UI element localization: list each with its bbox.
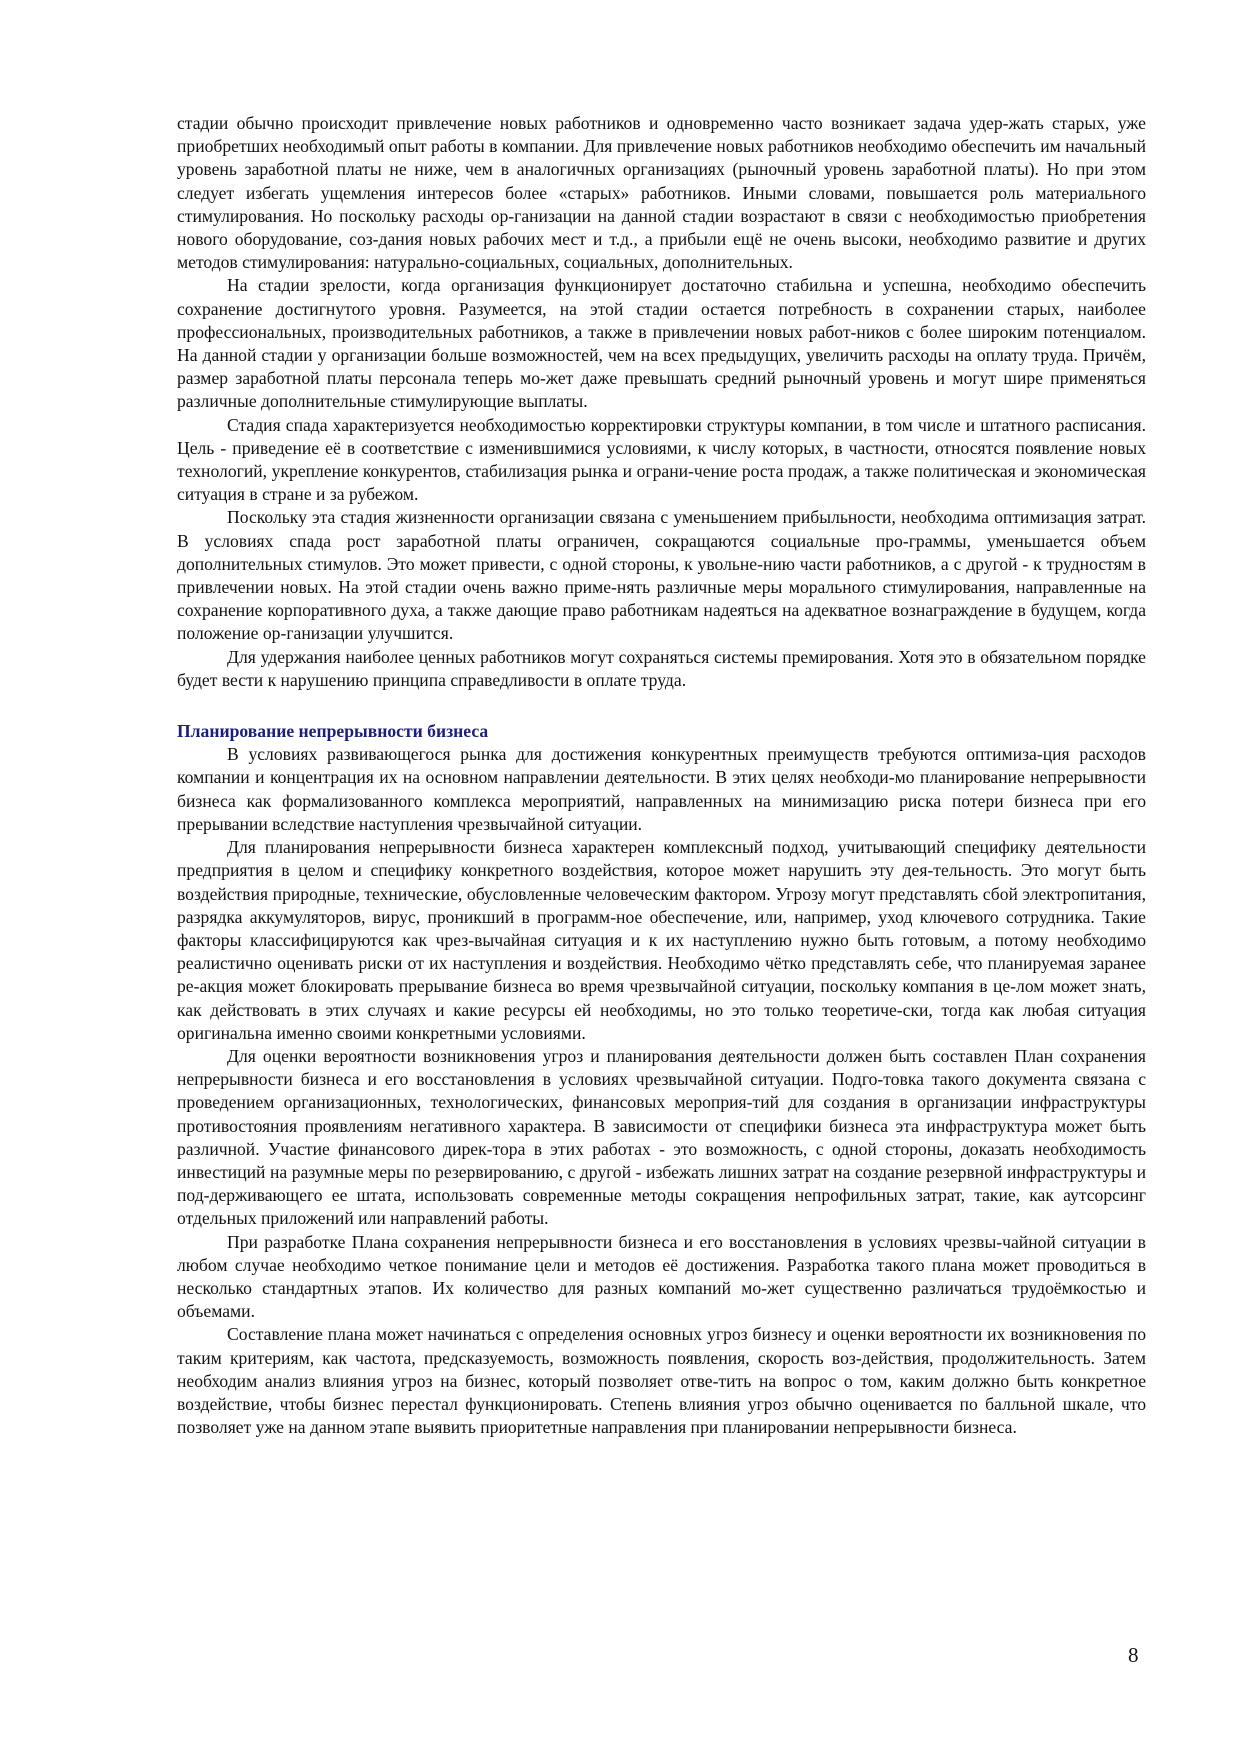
paragraph-maturity-stage: На стадии зрелости, когда организация функционирует достаточно стабильна и успешна, необходимо обеспечить сохранение достигнутого уровня. Разумеется, на этой стадии остается потребность в сохранении старых, наиболее профессиональных, производительных работников, а также в привлечении новых работ-ников с более широким потенциалом. На данной стадии у организации больше возможностей, чем на всех предыдущих, увеличить расходы на оплату труда. Причём, размер заработной платы персонала теперь мо-жет даже превышать средний рыночный уровень и могут шире применяться различные дополнительные стимулирующие выплаты.	[177, 275, 1146, 412]
paragraph-decline-stage: Стадия спада характеризуется необходимостью корректировки структуры компании, в том числе и штатного расписания. Цель - приведение её в соответствие с изменившимися условиями, к числу которых, в частности, относятся появление новых технологий, укрепление конкурентов, стабилизация рынка и ограни-чение роста продаж, а также политическая и экономическая ситуация в стране и за рубежом.	[177, 414, 1146, 505]
paragraph-complex-approach: Для планирования непрерывности бизнеса характерен комплексный подход, учитывающий специфику деятельности предприятия в целом и специфику конкретного воздействия, которое может нарушить эту дея-тельность. Это могут быть воздействия природные, технические, обусловленные человеческим фактором. Угрозу могут представлять сбой электропитания, разрядка аккумуляторов, вирус, проникший в программ-ное обеспечение, или, например, уход ключевого сотрудника. Такие факторы классифицируются как чрез-вычайная ситуация и к их наступлению нужно быть готовым, а потому необходимо реалистично оценивать риски от их наступления и воздействия. Необходимо чётко представлять себе, что планируемая заранее ре-акция может блокировать прерывание бизнеса во время чрезвычайной ситуации, поскольку компания в це-лом может знать, как действовать в этих случаях и какие ресурсы ей необходимы, но это только теоретиче-ски, тогда как любая ситуация оригинальна именно своими конкретными условиями.	[177, 837, 1146, 1043]
page-number: 8	[1128, 1643, 1139, 1667]
paragraph-cost-optimization: Поскольку эта стадия жизненности организации связана с уменьшением прибыльности, необходима оптимизация затрат. В условиях спада рост заработной платы ограничен, сокращаются социальные про-граммы, уменьшается объем дополнительных стимулов. Это может привести, с одной стороны, к увольне-нию части работников, а с другой - к трудностям в привлечении новых. На этой стадии очень важно приме-нять различные меры морального стимулирования, направленные на сохранение корпоративного духа, а также дающие право работникам надеяться на адекватное вознаграждение в будущем, когда положение ор-ганизации улучшится.	[177, 507, 1146, 644]
paragraph-bonus-systems: Для удержания наиболее ценных работников могут сохраняться системы премирования. Хотя это в обязательном порядке будет вести к нарушению принципа справедливости в оплате труда.	[177, 646, 1146, 690]
paragraph-continuity-plan: Для оценки вероятности возникновения угроз и планирования деятельности должен быть составлен План сохранения непрерывности бизнеса и его восстановления в условиях чрезвычайной ситуации. Подго-товка такого документа связана с проведением организационных, технологических, финансовых мероприя-тий для создания в организации инфраструктуры противостояния проявлениям негативного характера. В зависимости от специфики бизнеса эта инфраструктура может быть различной. Участие финансового дирек-тора в этих работах - это возможность, с одной стороны, доказать необходимость инвестиций на разумные меры по резервированию, с другой - избежать лишних затрат на создание резервной инфраструктуры и под-держивающего ее штата, использовать современные методы сокращения непрофильных затрат, такие, как аутсорсинг отдельных приложений или направлений работы.	[177, 1045, 1146, 1229]
paragraph-threat-assessment: Составление плана может начинаться с определения основных угроз бизнесу и оценки вероятности их возникновения по таким критериям, как частота, предсказуемость, возможность появления, скорость воз-действия, продолжительность. Затем необходим анализ влияния угроз на бизнес, который позволяет отве-тить на вопрос о том, каким должно быть конкретное воздействие, чтобы бизнес перестал функционировать. Степень влияния угроз обычно оценивается по балльной шкале, что позволяет уже на данном этапе выявить приоритетные направления при планировании непрерывности бизнеса.	[177, 1324, 1146, 1438]
document-page	[177, 112, 1146, 1439]
paragraph-growth-stage: стадии обычно происходит привлечение новых работников и одновременно часто возникает задача удер-жать старых, уже приобретших необходимый опыт работы в компании. Для привлечение новых работников необходимо обеспечить им начальный уровень заработной платы не ниже, чем в аналогичных организациях (рыночный уровень заработной платы). Но при этом следует избегать ущемления интересов более «старых» работников. Иными словами, повышается роль материального стимулирования. Но поскольку расходы ор-ганизации на данной стадии возрастают в связи с необходимостью приобретения нового оборудование, соз-дания новых рабочих мест и т.д., а прибыли ещё не очень высоки, необходимо развитие и других методов стимулирования: натурально-социальных, социальных, дополнительных.	[177, 113, 1146, 273]
paragraph-plan-development: При разработке Плана сохранения непрерывности бизнеса и его восстановления в условиях чрезвы-чайной ситуации в любом случае необходимо четкое понимание цели и методов её достижения. Разработка такого плана может проводиться в несколько стандартных этапов. Их количество для разных компаний мо-жет существенно различаться трудоёмкостью и объемами.	[177, 1231, 1146, 1322]
paragraph-continuity-intro: В условиях развивающегося рынка для достижения конкурентных преимуществ требуются оптимиза-ция расходов компании и концентрация их на основном направлении деятельности. В этих целях необходи-мо планирование непрерывности бизнеса как формализованного комплекса мероприятий, направленных на минимизацию риска потери бизнеса при его прерывании вследствие наступления чрезвычайной ситуации.	[177, 744, 1146, 834]
section-heading: Планирование непрерывности бизнеса	[177, 721, 489, 742]
